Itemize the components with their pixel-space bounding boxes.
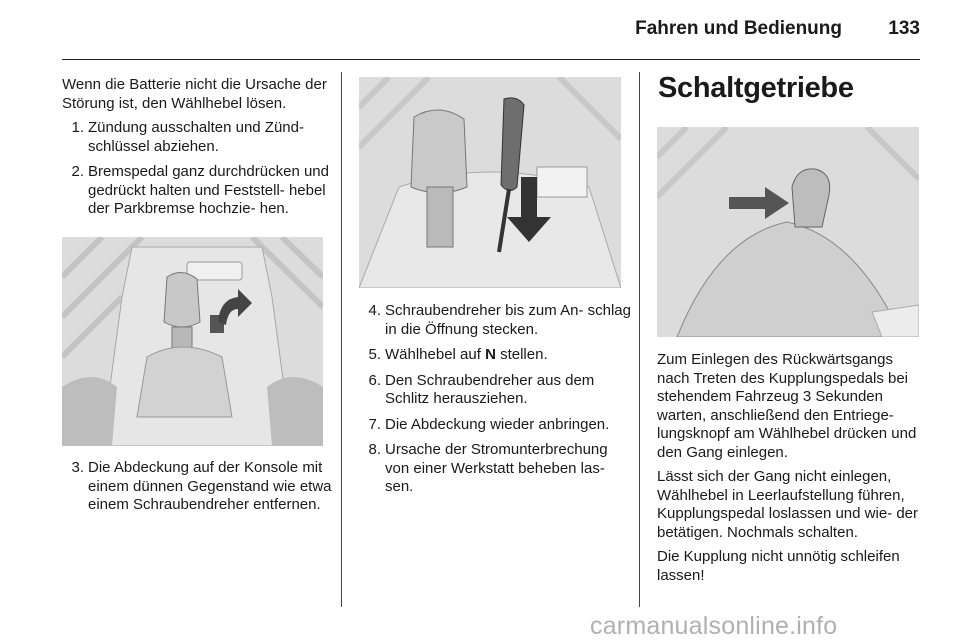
list-item: 2. Bremspedal ganz durchdrücken und gedrückt halten und Feststell- hebel der Parkbremse hochzie- hen. <box>71 163 329 217</box>
console-illustration <box>62 237 323 446</box>
list-item: 3. Die Abdeckung auf der Konsole mit einem dünnen Gegenstand wie etwa einem Schraubendreher entfernen. <box>71 459 332 513</box>
steps-list-top <box>62 119 332 219</box>
page-number: 133 <box>888 18 920 39</box>
column-divider-2 <box>639 72 640 607</box>
column-1-bottom <box>62 459 332 522</box>
list-item: 7. Die Abdeckung wieder anbringen. <box>368 415 610 433</box>
paragraph: Lässt sich der Gang nicht einlegen, Wählhebel in Leerlaufstellung führen, Kupplungspedal loslassen und wie- der betätigen. Nochmals schalten. <box>657 468 919 541</box>
list-item: 5. Wählhebel auf N stellen. <box>368 346 548 363</box>
screwdriver-illustration <box>359 77 621 288</box>
column-3-text <box>657 351 922 591</box>
gear-lever-illustration <box>657 127 919 337</box>
section-title: Schaltgetriebe <box>658 72 854 104</box>
header-rule <box>62 59 920 60</box>
paragraph: Zum Einlegen des Rückwärtsgangs nach Treten des Kupplungspedals bei stehendem Fahrzeug 3 Sekunden warten, anschließend den Entriege- lungsknopf am Wählhebel drücken und den Gang einlegen. <box>657 351 917 461</box>
list-item: 1. Zündung ausschalten und Zünd- schlüssel abziehen. <box>71 119 304 155</box>
list-item: 4. Schraubendreher bis zum An- schlag in die Öffnung stecken. <box>368 302 631 338</box>
steps-list-col2 <box>359 302 634 497</box>
intro-paragraph: Wenn die Batterie nicht die Ursache der Störung ist, den Wählhebel lösen. <box>62 76 327 112</box>
column-divider-1 <box>341 72 342 607</box>
column-1-top <box>62 76 332 226</box>
list-item: 6. Den Schraubendreher aus dem Schlitz herausziehen. <box>368 371 595 407</box>
watermark: carmanualsonline.info <box>590 612 838 640</box>
column-2 <box>359 302 634 504</box>
list-item: 8. Ursache der Stromunterbrechung von einer Werkstatt beheben las- sen. <box>368 441 608 495</box>
header-title: Fahren und Bedienung <box>635 18 842 39</box>
paragraph: Die Kupplung nicht unnötig schleifen lassen! <box>657 548 900 584</box>
steps-list-bottom <box>62 459 332 515</box>
